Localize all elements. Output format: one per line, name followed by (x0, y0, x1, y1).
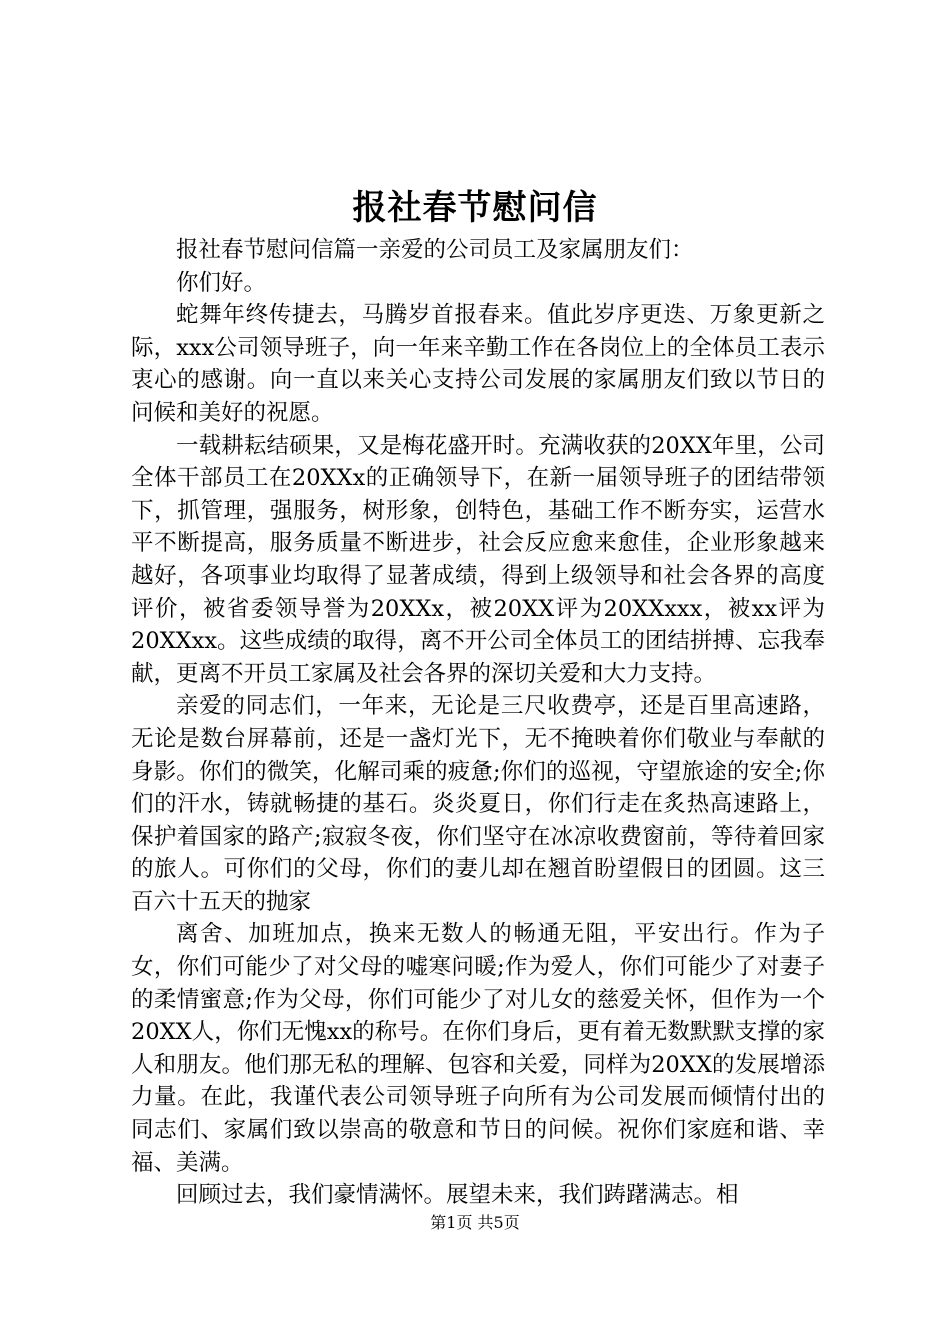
paragraph: 一载耕耘结硕果，又是梅花盛开时。充满收获的20XX年里，公司全体干部员工在20XXx的正确领导下，在新一届领导班子的团结带领下，抓管理，强服务，树形象，创特色，基础工作不断夯实，运营水平不断提高，服务质量不断进步，社会反应愈来愈佳，企业形象越来越好，各项事业均取得了显著成绩，得到上级领导和社会各界的高度评价，被省委领导誉为20XXx，被20XX评为20XXxxx，被xx评为20XXxx。这些成绩的取得，离不开公司全体员工的团结拼搏、忘我奉献，更离不开员工家属及社会各界的深切关爱和大力支持。 (131, 432, 825, 687)
paragraph: 回顾过去，我们豪情满怀。展望未来，我们踌躇满志。相 (176, 1182, 739, 1209)
paragraph: 报社春节慰问信篇一亲爱的公司员工及家属朋友们： (176, 237, 694, 263)
paragraph: 蛇舞年终传捷去，马腾岁首报春来。值此岁序更迭、万象更新之际，xxx公司领导班子，向一年来辛勤工作在各岗位上的全体员工表示衷心的感谢。向一直以来关心支持公司发展的家属朋友们致以节日的问候和美好的祝愿。 (131, 302, 825, 426)
page-number-footer: 第1页 共5页 (430, 1213, 520, 1232)
document-body (131, 234, 825, 1212)
paragraph: 亲爱的同志们，一年来，无论是三尺收费亭，还是百里高速路，无论是数台屏幕前，还是一盏灯光下，无不掩映着你们敬业与奉献的身影。你们的微笑，化解司乘的疲惫;你们的巡视，守望旅途的安全;你们的汗水，铸就畅捷的基石。炎炎夏日，你们行走在炙热高速路上，保护着国家的路产;寂寂冬夜，你们坚守在冰凉收费窗前，等待着回家的旅人。可你们的父母，你们的妻儿却在翘首盼望假日的团圆。这三百六十五天的抛家 (131, 693, 825, 915)
document-title: 报社春节慰问信 (352, 188, 598, 228)
paragraph: 离舍、加班加点，换来无数人的畅通无阻，平安出行。作为子女，你们可能少了对父母的嘘寒问暖;作为爱人，你们可能少了对妻子的柔情蜜意;作为父母，你们可能少了对儿女的慈爱关怀，但作为一个20XX人，你们无愧xx的称号。在你们身后，更有着无数默默支撑的家人和朋友。他们那无私的理解、包容和关爱，同样为20XX的发展增添力量。在此，我谨代表公司领导班子向所有为公司发展而倾情付出的同志们、家属们致以崇高的敬意和节日的问候。祝你们家庭和谐、幸福、美满。 (131, 921, 825, 1176)
paragraph: 你们好。 (176, 269, 267, 296)
